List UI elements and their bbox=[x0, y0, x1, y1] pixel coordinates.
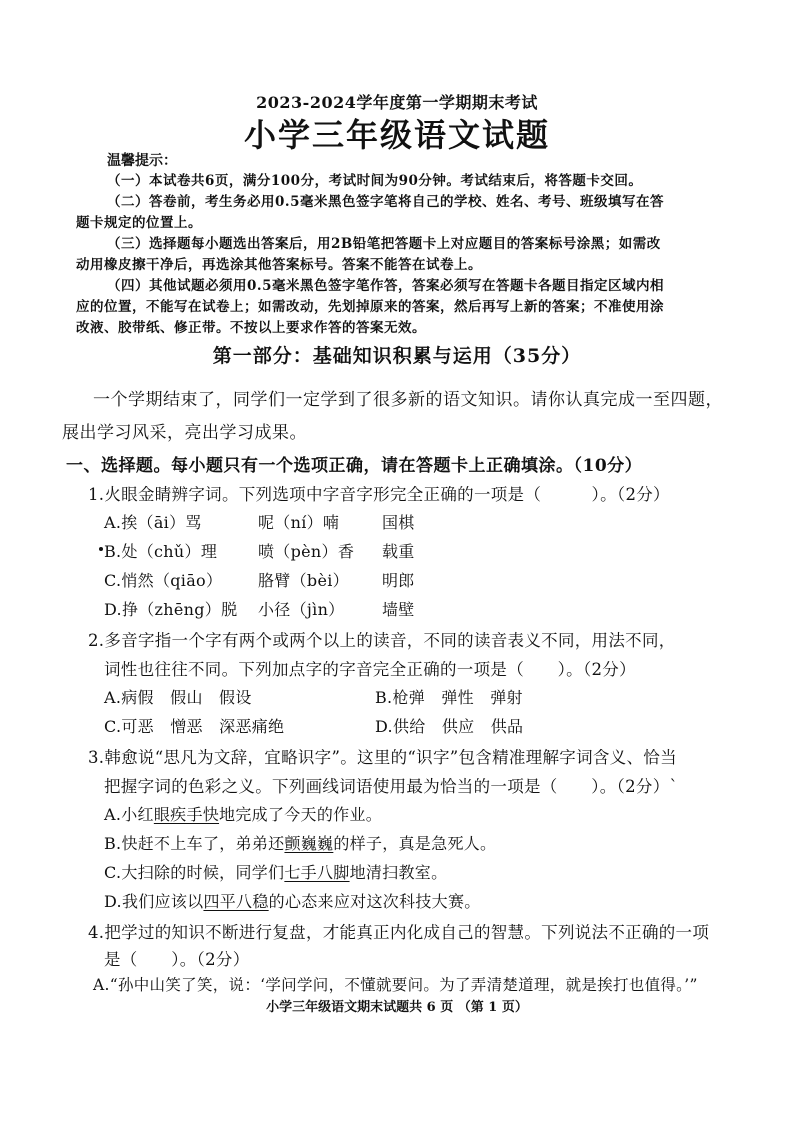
underlined-word: 颤巍巍 bbox=[284, 834, 334, 853]
question-3-stem: 把握字词的色彩之义。下列画线词语使用最为恰当的一项是（ ）。（2分）` bbox=[104, 777, 679, 796]
exam-title: 小学三年级语文试题 bbox=[243, 116, 550, 154]
part-one-title: 第一部分：基础知识积累与运用（35分） bbox=[212, 345, 582, 367]
option-text: C.大扫除的时候，同学们 bbox=[104, 863, 285, 882]
question-4-stem: 是（ ）。（2分） bbox=[104, 950, 250, 969]
option-text: 地完成了今天的作业。 bbox=[219, 805, 383, 824]
page-footer: 小学三年级语文期末试题共 6 页 （第 1 页） bbox=[266, 1000, 528, 1015]
tip-line: 改液、胶带纸、修正带。不按以上要求作答的答案无效。 bbox=[76, 320, 426, 336]
q1-option-d-word-3: 墙壁 bbox=[382, 600, 415, 619]
intro-line: 展出学习风采，亮出学习成果。 bbox=[62, 423, 307, 443]
intro-line: 一个学期结束了，同学们一定学到了很多新的语文知识。请你认真完成一至四题， bbox=[93, 390, 723, 410]
q1-option-a-word-1: A.挨（āi）骂 bbox=[104, 513, 202, 532]
q3-option-a bbox=[104, 802, 382, 825]
question-3-stem: 3.韩愈说“思凡为文辞，宜略识字”。这里的“识字”包含精准理解字词含义、恰当 bbox=[88, 748, 677, 767]
q1-option-b-word-3: 载重 bbox=[382, 542, 415, 561]
exam-year-title: 2023-2024学年度第一学期期末考试 bbox=[256, 93, 538, 112]
question-4-stem: 4.把学过的知识不断进行复盘，才能真正内化成自己的智慧。下列说法不正确的一项 bbox=[88, 923, 710, 942]
tip-line: 应的位置，不能写在试卷上；如需改动，先划掉原来的答案，然后再写上新的答案；不准使用涂 bbox=[76, 299, 664, 315]
section-one-title: 一、选择题。每小题只有一个选项正确，请在答题卡上正确填涂。（10分） bbox=[66, 456, 643, 476]
q2-option-a: A.病假 假山 假设 bbox=[104, 688, 252, 707]
question-2-stem: 词性也往往不同。下列加点字的字音完全正确的一项是（ ）。（2分） bbox=[104, 660, 636, 679]
underlined-word: 眼疾手快 bbox=[153, 805, 220, 824]
tip-line: 动用橡皮擦干净后，再选涂其他答案标号。答案不能答在试卷上。 bbox=[76, 257, 482, 273]
option-text: 地清扫教室。 bbox=[349, 863, 448, 882]
q4-option-a: A.“孙中山笑了笑，说：‘学问学问，不懂就要问。为了弄清楚道理，就是挨打也值得。’” bbox=[93, 976, 698, 994]
q2-option-b: B.枪弹 弹性 弹射 bbox=[375, 688, 523, 707]
tip-line: （二）答卷前，考生务必用0.5毫米黑色签字笔将自己的学校、姓名、考号、班级填写在答 bbox=[107, 194, 664, 210]
q2-option-c: C.可恶 憎恶 深恶痛绝 bbox=[104, 717, 285, 736]
option-text: D.我们应该以 bbox=[104, 892, 204, 911]
q1-option-c-word-2: 胳臂（bèi） bbox=[258, 571, 349, 590]
underlined-word: 四平八稳 bbox=[203, 892, 269, 911]
q3-option-c bbox=[104, 860, 447, 883]
underlined-word: 七手八脚 bbox=[284, 863, 350, 882]
question-1-stem: 1.火眼金睛辨字词。下列选项中字音字形完全正确的一项是（ ）。（2分） bbox=[88, 485, 670, 504]
tip-line: 题卡规定的位置上。 bbox=[76, 215, 202, 231]
q1-option-d-word-2: 小径（jìn） bbox=[258, 600, 345, 619]
option-text: 的心态来应对这次科技大赛。 bbox=[268, 892, 481, 911]
tip-line: （三）选择题每小题选出答案后，用2B铅笔把答题卡上对应题目的答案标号涂黑；如需改 bbox=[107, 236, 661, 252]
option-text: A.小红 bbox=[104, 805, 154, 824]
q1-option-a-word-2: 呢（ní）喃 bbox=[258, 513, 340, 532]
tip-line: （四）其他试题必须用0.5毫米黑色签字笔作答，答案必须写在答题卡各题目指定区域内相 bbox=[107, 278, 664, 294]
q1-option-a-word-3: 国棋 bbox=[382, 513, 415, 532]
tips-heading: 温馨提示： bbox=[107, 153, 177, 169]
q1-option-c-word-1: C.悄然（qiāo） bbox=[104, 571, 223, 590]
q1-option-b-word-1: B.处（chǔ）理 bbox=[104, 542, 218, 561]
q3-option-b bbox=[104, 831, 496, 854]
margin-dot bbox=[99, 547, 103, 551]
question-2-stem: 2.多音字指一个字有两个或两个以上的读音，不同的读音表义不同，用法不同， bbox=[88, 631, 676, 650]
tip-line: （一）本试卷共6页，满分100分，考试时间为90分钟。考试结束后，将答题卡交回。 bbox=[107, 173, 643, 189]
q2-option-d: D.供给 供应 供品 bbox=[375, 717, 524, 736]
q1-option-c-word-3: 明郎 bbox=[382, 571, 415, 590]
q3-option-d bbox=[104, 889, 481, 912]
option-text: B.快赶不上车了，弟弟还 bbox=[104, 834, 285, 853]
option-text: 的样子，真是急死人。 bbox=[333, 834, 497, 853]
q1-option-d-word-1: D.挣（zhēng）脱 bbox=[104, 600, 238, 619]
q1-option-b-word-2: 喷（pèn）香 bbox=[258, 542, 355, 561]
